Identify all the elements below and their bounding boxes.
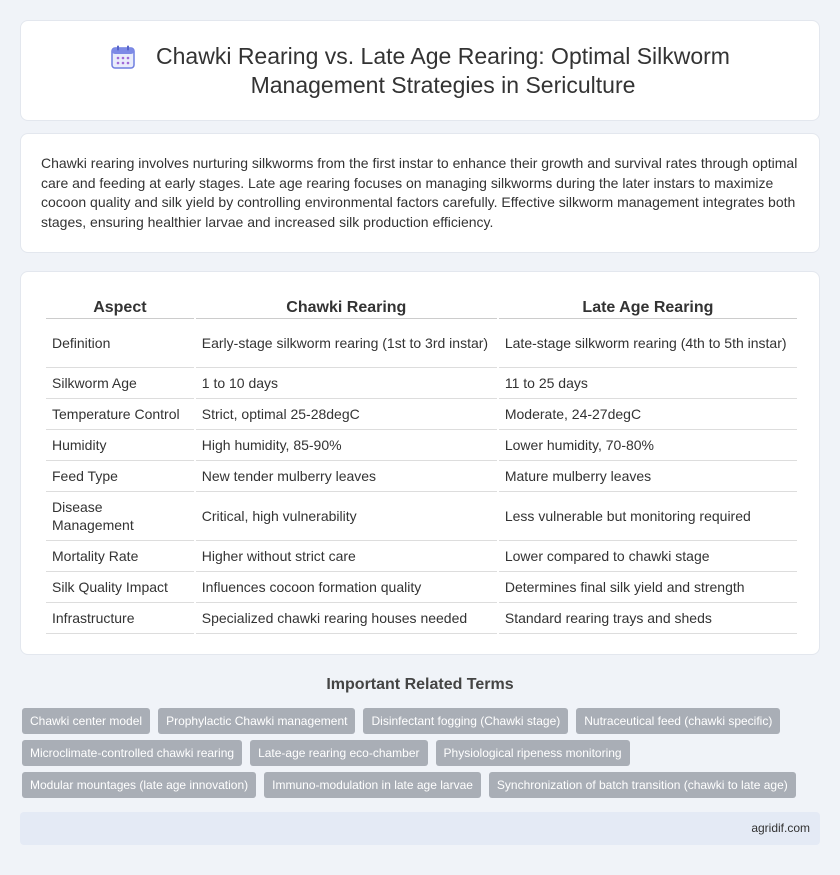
related-term-tag[interactable]: Microclimate-controlled chawki rearing <box>22 740 242 766</box>
table-row <box>46 541 797 572</box>
table-cell: Infrastructure <box>46 603 194 634</box>
related-terms-title: Important Related Terms <box>326 676 514 693</box>
table-cell: Higher without strict care <box>196 541 497 572</box>
page-title <box>156 42 730 100</box>
table-cell: Silk Quality Impact <box>46 572 194 603</box>
table-cell: Disease Management <box>46 492 194 541</box>
page-title-line-1: Chawki Rearing vs. Late Age Rearing: Optimal Silkworm <box>156 42 730 69</box>
related-term-tag[interactable]: Immuno-modulation in late age larvae <box>264 772 481 798</box>
intro-paragraph: Chawki rearing involves nurturing silkworms from the first instar to enhance their growth and survival rates through optimal care and feeding at early stages. Late age rearing focuses on managing silkworms during the later instars to maximize cocoon quality and silk yield by controlling environmental factors carefully. Effective silkworm management integrates both stages, ensuring healthier larvae and increased silk production efficiency. <box>41 155 798 230</box>
related-term-tag[interactable]: Physiological ripeness monitoring <box>436 740 630 766</box>
table-cell: 1 to 10 days <box>196 368 497 399</box>
table-cell: Lower compared to chawki stage <box>499 541 797 572</box>
footer-site-link[interactable]: agridif.com <box>751 821 810 835</box>
table-row <box>46 603 797 634</box>
table-cell: Mortality Rate <box>46 541 194 572</box>
related-terms-list <box>22 708 822 798</box>
calendar-icon <box>110 44 136 70</box>
table-cell: Strict, optimal 25-28degC <box>196 399 497 430</box>
related-term-tag[interactable]: Late-age rearing eco-chamber <box>250 740 427 766</box>
related-term-tag[interactable]: Modular mountages (late age innovation) <box>22 772 256 798</box>
table-cell: High humidity, 85-90% <box>196 430 497 461</box>
intro-card <box>20 133 820 253</box>
column-header-aspect: Aspect <box>46 294 194 319</box>
table-cell: Late-stage silkworm rearing (4th to 5th instar) <box>499 319 797 368</box>
related-term-tag[interactable]: Nutraceutical feed (chawki specific) <box>576 708 780 734</box>
table-cell: Moderate, 24-27degC <box>499 399 797 430</box>
table-row <box>46 319 797 368</box>
table-row <box>46 430 797 461</box>
table-row <box>46 461 797 492</box>
page-title-line-2: Management Strategies in Sericulture <box>250 71 636 98</box>
table-cell: Silkworm Age <box>46 368 194 399</box>
footer <box>20 812 820 845</box>
table-cell: Determines final silk yield and strength <box>499 572 797 603</box>
table-cell: Early-stage silkworm rearing (1st to 3rd instar) <box>196 319 497 368</box>
table-row <box>46 492 797 541</box>
table-cell: Specialized chawki rearing houses needed <box>196 603 497 634</box>
comparison-table-card <box>20 271 820 655</box>
table-row <box>46 368 797 399</box>
table-cell: Lower humidity, 70-80% <box>499 430 797 461</box>
table-cell: Humidity <box>46 430 194 461</box>
table-cell: 11 to 25 days <box>499 368 797 399</box>
table-cell: Definition <box>46 319 194 368</box>
table-cell: Temperature Control <box>46 399 194 430</box>
column-header-chawki: Chawki Rearing <box>196 294 497 319</box>
comparison-table <box>44 294 799 634</box>
table-cell: Feed Type <box>46 461 194 492</box>
table-cell: New tender mulberry leaves <box>196 461 497 492</box>
related-term-tag[interactable]: Chawki center model <box>22 708 150 734</box>
table-cell: Standard rearing trays and sheds <box>499 603 797 634</box>
table-cell: Mature mulberry leaves <box>499 461 797 492</box>
column-header-late-age: Late Age Rearing <box>499 294 797 319</box>
table-cell: Critical, high vulnerability <box>196 492 497 541</box>
table-cell: Influences cocoon formation quality <box>196 572 497 603</box>
related-term-tag[interactable]: Synchronization of batch transition (chawki to late age) <box>489 772 796 798</box>
table-cell: Less vulnerable but monitoring required <box>499 492 797 541</box>
header-card <box>20 20 820 121</box>
table-header-row <box>46 294 797 319</box>
table-row <box>46 572 797 603</box>
related-term-tag[interactable]: Prophylactic Chawki management <box>158 708 355 734</box>
table-row <box>46 399 797 430</box>
related-term-tag[interactable]: Disinfectant fogging (Chawki stage) <box>363 708 568 734</box>
